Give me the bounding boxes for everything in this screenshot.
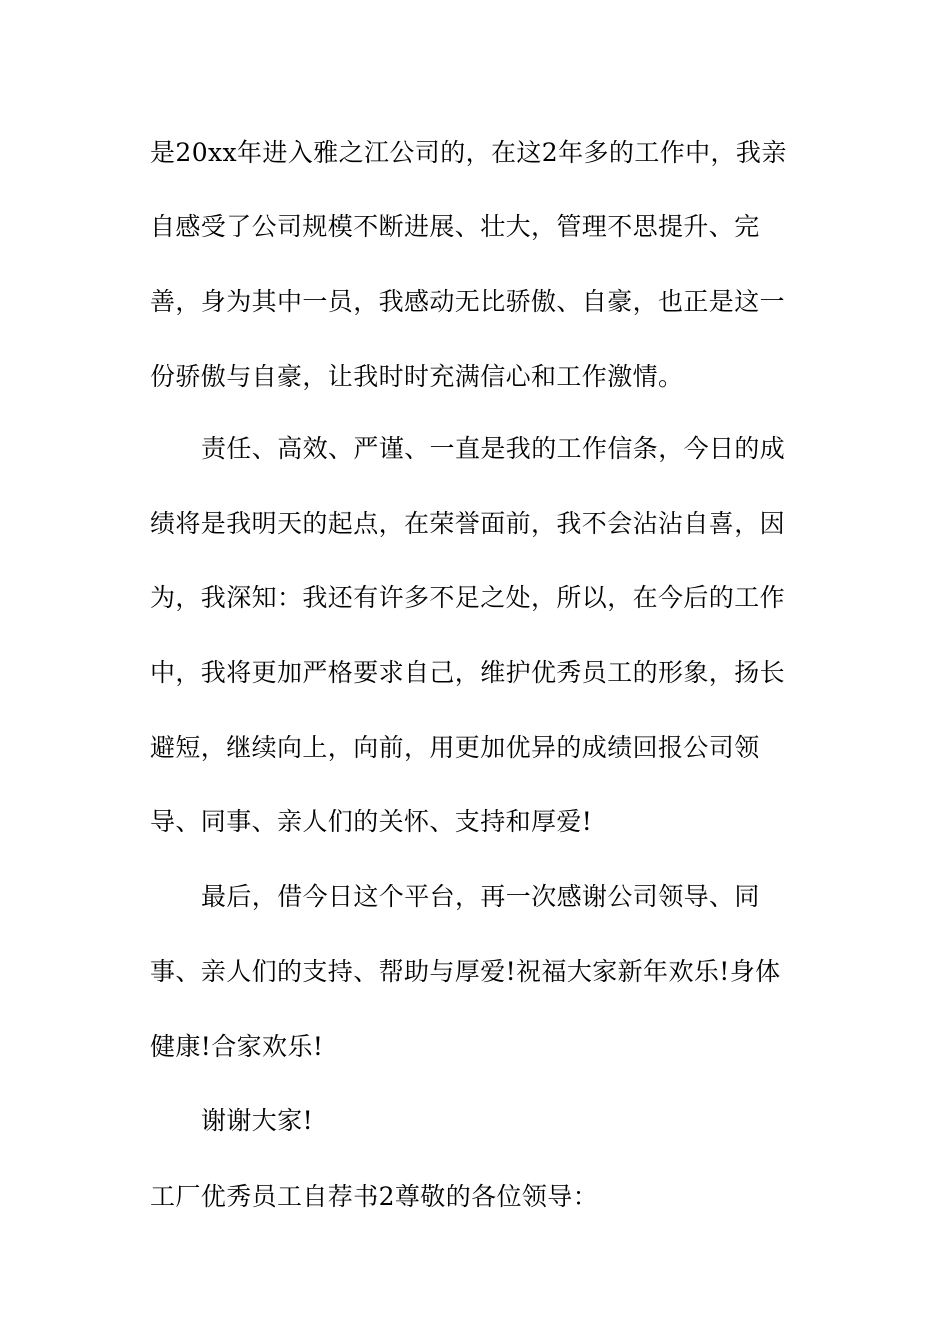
text-line: 自感受了公司规模不断进展、壮大，管理不思提升、完	[150, 212, 760, 241]
text-line: 健康!合家欢乐!	[150, 1032, 324, 1061]
text-line: 工厂优秀员工自荐书2尊敬的各位领导：	[150, 1182, 599, 1211]
text-line: 责任、高效、严谨、一直是我的工作信条，今日的成	[201, 434, 786, 463]
text-line: 中，我将更加严格要求自己，维护优秀员工的形象，扬长	[150, 658, 786, 687]
text-line: 份骄傲与自豪，让我时时充满信心和工作激情。	[150, 362, 684, 391]
text-line: 是20xx年进入雅之江公司的，在这2年多的工作中，我亲	[150, 138, 787, 167]
text-line: 事、亲人们的支持、帮助与厚爱!祝福大家新年欢乐!身体	[150, 957, 781, 986]
text-line: 避短，继续向上，向前，用更加优异的成绩回报公司领	[150, 733, 760, 762]
text-line: 善，身为其中一员，我感动无比骄傲、自豪，也正是这一	[150, 287, 786, 316]
text-line: 导、同事、亲人们的关怀、支持和厚爱!	[150, 807, 593, 836]
text-line: 谢谢大家!	[201, 1106, 314, 1135]
text-line: 最后，借今日这个平台，再一次感谢公司领导、同	[201, 882, 760, 911]
text-line: 为，我深知：我还有许多不足之处，所以，在今后的工作	[150, 583, 786, 612]
text-line: 绩将是我明天的起点，在荣誉面前，我不会沾沾自喜，因	[150, 509, 786, 538]
